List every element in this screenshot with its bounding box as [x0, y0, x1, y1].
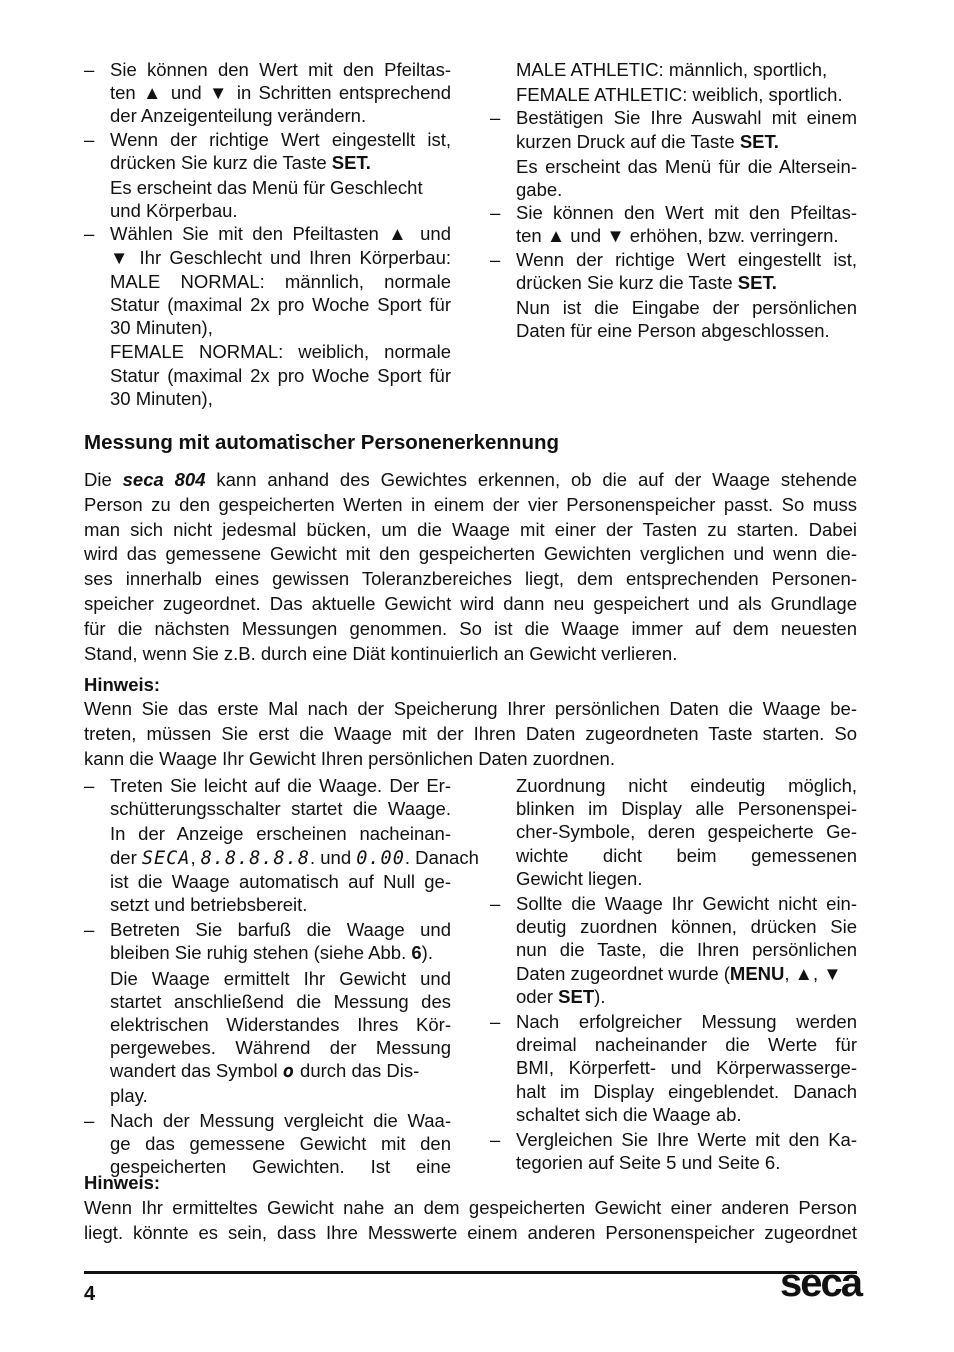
list-dash: –	[84, 223, 95, 245]
text-span: drücken Sie kurz die Taste	[110, 151, 332, 173]
list-item	[84, 222, 451, 410]
text-line: Die Waage ermittelt Ihr Gewicht und	[110, 967, 451, 989]
list-dash: –	[84, 1109, 95, 1131]
text-span: oder	[516, 985, 559, 1007]
text-line: Es erscheint das Menü für Geschlecht	[110, 177, 423, 199]
display-zero-readout: 0.00	[356, 847, 405, 869]
text-line: kann die Waage Ihr Gewicht Ihren persönlichen Daten zuordnen.	[84, 747, 615, 769]
list-dash: –	[84, 775, 95, 796]
list-item	[490, 1010, 857, 1126]
text-line	[110, 1059, 451, 1083]
text-span: kurzen Druck auf die Taste	[516, 130, 740, 152]
text-span: ,	[190, 846, 201, 868]
text-line: Wenn Ihr ermitteltes Gewicht nahe an dem gespeicherten Gewicht einer anderen Person	[84, 1197, 857, 1218]
text-line: elektrischen Widerstandes Ihres Kör-	[110, 1014, 451, 1036]
note-paragraph	[84, 1196, 857, 1244]
list-item	[84, 128, 451, 223]
text-line: FEMALE NORMAL: weiblich, normale	[110, 341, 451, 363]
list-item-continuation	[490, 58, 857, 106]
list-item	[490, 892, 857, 1008]
list-item	[490, 201, 857, 247]
text-line	[516, 985, 857, 1008]
list-item-continuation	[490, 774, 857, 890]
text-line: und Körperbau.	[110, 200, 238, 222]
text-line: setzt und betriebsbereit.	[110, 894, 308, 916]
display-test-readout: 8.8.8.8.8	[200, 847, 310, 869]
text-line: tegorien auf Seite 5 und Seite 6.	[516, 1152, 781, 1174]
brand-name: seca 804	[122, 469, 206, 490]
text-line: FEMALE ATHLETIC: weiblich, sportlich.	[516, 84, 843, 106]
key-label: SET.	[331, 151, 371, 173]
list-dash: –	[490, 893, 501, 915]
text-span: Daten zugeordnet wurde (	[516, 962, 730, 984]
text-span: kann anhand des Gewichtes erkennen, ob die auf der Waage stehende	[205, 469, 858, 490]
list-dash: –	[490, 107, 501, 129]
text-line: Statur (maximal 2x pro Woche Sport für	[110, 294, 451, 316]
text-line: speicher zugeordnet. Das aktuelle Gewicht wird dann neu gespeichert und als Grundlage	[84, 592, 857, 614]
text-line	[110, 846, 479, 870]
text-line: ▼ Ihr Geschlecht und Ihren Körperbau:	[110, 246, 451, 268]
text-line: Sollte die Waage Ihr Gewicht nicht ein-	[516, 893, 857, 915]
text-line: Sie können den Wert mit den Pfeiltas-	[110, 59, 451, 80]
list-item	[84, 58, 451, 128]
text-line: In der Anzeige erscheinen nacheinan-	[110, 823, 451, 845]
text-line: pergewebes. Während der Messung	[110, 1037, 451, 1059]
text-line: treten, müssen Sie erst die Waage mit der Ihren Daten zugeordneten Taste starten. So	[84, 722, 857, 744]
key-label: SET	[558, 985, 595, 1007]
text-line: Wenn der richtige Wert eingestellt ist,	[516, 248, 857, 270]
text-line: Wenn Sie das erste Mal nach der Speicherung Ihrer persönlichen Daten die Waage be-	[84, 698, 857, 719]
text-line	[84, 468, 857, 491]
text-line: Zuordnung nicht eindeutig möglich,	[516, 775, 857, 796]
text-line: ses innerhalb eines gewissen Toleranzbereiches liegt, dem entsprechenden Personen-	[84, 568, 857, 590]
text-line: Stand, wenn Sie z.B. durch eine Diät kontinuierlich an Gewicht verlieren.	[84, 642, 678, 664]
text-line: MALE ATHLETIC: männlich, sportlich,	[516, 59, 828, 80]
text-line: ten ▲ und ▼ in Schritten entsprechend	[110, 82, 451, 104]
text-span: . und	[309, 846, 357, 868]
text-line: dreimal nacheinander die Werte für	[516, 1034, 857, 1056]
bottom-right-column	[490, 774, 857, 1174]
section-heading: Messung mit automatischer Personenerkennung	[84, 431, 560, 454]
text-line: man sich nicht jedesmal bücken, um die Waage mit einer der Tasten zu starten. Dabei	[84, 518, 857, 540]
list-dash: –	[84, 59, 95, 80]
text-line: startet anschließend die Messung des	[110, 990, 451, 1012]
list-dash: –	[490, 1011, 501, 1033]
intro-paragraph	[84, 468, 857, 665]
text-line	[110, 941, 451, 964]
text-line	[110, 151, 451, 174]
text-span: , ▲, ▼	[784, 962, 842, 984]
text-line: gespeicherten Gewichten. Ist eine	[110, 1156, 451, 1178]
list-item	[490, 248, 857, 343]
text-line: Daten für eine Person abgeschlossen.	[516, 320, 830, 342]
text-line: ge das gemessene Gewicht mit den	[110, 1133, 451, 1155]
top-left-column	[84, 58, 451, 410]
page-number: 4	[84, 1283, 96, 1305]
text-line: nun die Taste, die Ihren persönlichen	[516, 939, 857, 961]
text-line: Sie können den Wert mit den Pfeiltas-	[516, 202, 857, 224]
text-line: cher-Symbole, deren gespeicherte Ge-	[516, 821, 857, 843]
text-line: schütterungsschalter startet die Waage.	[110, 798, 451, 820]
text-line: Treten Sie leicht auf die Waage. Der Er-	[110, 775, 451, 796]
key-label: SET.	[739, 130, 779, 152]
text-line: ist die Waage automatisch auf Null ge-	[110, 870, 451, 892]
text-line: blinken im Display alle Personenspei-	[516, 798, 857, 820]
text-line: für die nächsten Messungen genommen. So ist die Waage immer auf dem neuesten	[84, 617, 857, 639]
text-line: schaltet sich die Waage ab.	[516, 1103, 742, 1125]
list-item	[84, 918, 451, 1107]
display-symbol-icon: o	[282, 1061, 295, 1083]
list-dash: –	[84, 128, 95, 150]
text-line: wichte dicht beim gemessenen	[516, 844, 857, 866]
note-label: Hinweis:	[84, 674, 161, 695]
list-item	[84, 774, 479, 916]
list-dash: –	[84, 919, 95, 941]
text-span: bleiben Sie ruhig stehen (siehe Abb.	[110, 942, 412, 964]
text-line: halt im Display eingeblendet. Danach	[516, 1080, 857, 1102]
list-item	[490, 106, 857, 201]
text-line: Person zu den gespeicherten Werten in einem der vier Personenspeicher passt. So muss	[84, 493, 857, 515]
text-line: Betreten Sie barfuß die Waage und	[110, 919, 451, 941]
text-line: Wenn der richtige Wert eingestellt ist,	[110, 128, 451, 150]
text-line: Nun ist die Eingabe der persönlichen	[516, 297, 857, 319]
note-label: Hinweis:	[84, 1172, 161, 1193]
key-label: MENU	[729, 962, 785, 984]
text-span: ).	[594, 985, 606, 1007]
bottom-left-column	[84, 774, 479, 1178]
text-span: der	[110, 846, 142, 868]
text-line: 30 Minuten),	[110, 317, 213, 339]
text-span: ).	[421, 942, 433, 964]
text-span: durch das Dis-	[294, 1060, 420, 1082]
text-line: MALE NORMAL: männlich, normale	[110, 270, 451, 292]
text-line: deutig zuordnen können, drücken Sie	[516, 916, 857, 938]
text-line: ten ▲ und ▼ erhöhen, bzw. verringern.	[516, 225, 839, 247]
text-line	[516, 130, 857, 153]
list-dash: –	[490, 248, 501, 270]
display-seca-readout: SECA	[141, 847, 191, 869]
text-line: 30 Minuten),	[110, 387, 213, 409]
text-line: Bestätigen Sie Ihre Auswahl mit einem	[516, 107, 857, 129]
list-item	[490, 1128, 857, 1174]
text-span: wandert das Symbol	[110, 1060, 283, 1082]
text-line: Wählen Sie mit den Pfeiltasten ▲ und	[110, 223, 451, 245]
text-line: Nach der Messung vergleicht die Waa-	[110, 1109, 451, 1131]
text-span: . Danach	[404, 846, 479, 868]
key-label: SET.	[737, 271, 777, 293]
text-line: wird das gemessene Gewicht mit den gespeicherten Gewichten verglichen und wenn die-	[84, 543, 857, 565]
text-line: gabe.	[516, 179, 563, 201]
list-dash: –	[490, 1129, 501, 1151]
text-line: Es erscheint das Menü für die Altersein-	[516, 155, 857, 177]
note-paragraph	[84, 697, 857, 770]
seca-logo: seca	[780, 1261, 861, 1305]
top-right-column	[490, 58, 857, 342]
list-dash: –	[490, 202, 501, 224]
text-line: BMI, Körperfett- und Körperwasserge-	[516, 1057, 857, 1079]
text-line: liegt. könnte es sein, dass Ihre Messwerte einem anderen Personenspeicher zugeordnet	[84, 1221, 857, 1243]
text-line: Statur (maximal 2x pro Woche Sport für	[110, 364, 451, 386]
text-line: Gewicht liegen.	[516, 867, 643, 889]
text-line: play.	[110, 1084, 148, 1106]
text-line: Vergleichen Sie Ihre Werte mit den Ka-	[516, 1129, 857, 1151]
footer-divider	[84, 1271, 857, 1274]
text-span: drücken Sie kurz die Taste	[516, 271, 738, 293]
text-span: Die	[84, 469, 123, 490]
text-line	[516, 962, 857, 985]
text-line: der Anzeigenteilung verändern.	[110, 105, 367, 127]
list-item	[84, 1109, 451, 1179]
text-line: Nach erfolgreicher Messung werden	[516, 1011, 857, 1033]
text-line	[516, 271, 857, 294]
figure-ref: 6	[411, 942, 422, 964]
